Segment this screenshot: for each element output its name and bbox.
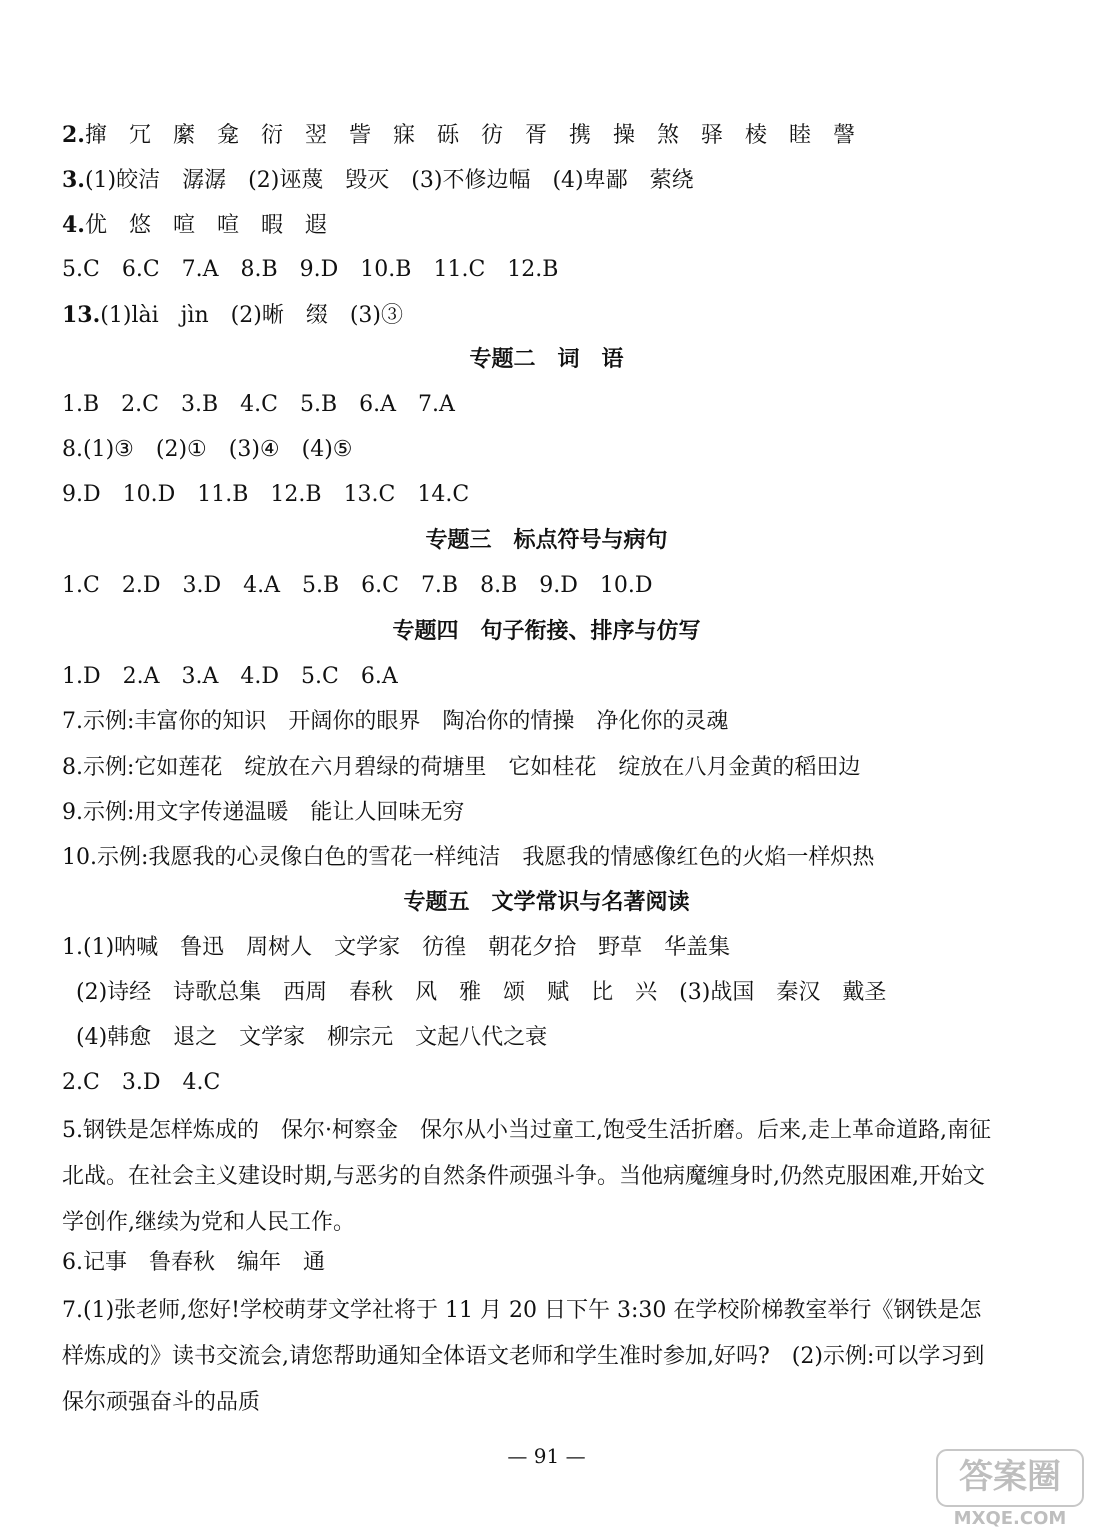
section2-line-1: 1.B 2.C 3.B 4.C 5.B 6.A 7.A	[62, 392, 455, 417]
section4-line-7: 7.示例:丰富你的知识 开阔你的眼界 陶冶你的情操 净化你的灵魂	[62, 709, 729, 734]
section5-line-1c: (4)韩愈 退之 文学家 柳宗元 文起八代之衰	[76, 1025, 548, 1050]
watermark-url: MXQE.COM	[953, 1508, 1067, 1529]
answer-line-5: 5.C 6.C 7.A 8.B 9.D 10.B 11.C 12.B	[62, 257, 559, 282]
section5-line-2: 2.C 3.D 4.C	[62, 1070, 221, 1095]
section4-line-9: 9.示例:用文字传递温暖 能让人回味无穷	[62, 800, 465, 825]
section2-line-8: 8.(1)③ (2)① (3)④ (4)⑤	[62, 437, 353, 462]
section5-line-1a: 1.(1)呐喊 鲁迅 周树人 文学家 彷徨 朝花夕拾 野草 华盖集	[62, 935, 731, 960]
answer-line-4: 4.优 悠 喧 喧 暇 遐	[62, 212, 327, 238]
section5-line-1b: (2)诗经 诗歌总集 西周 春秋 风 雅 颂 赋 比 兴 (3)战国 秦汉 戴圣	[76, 980, 887, 1005]
section4-line-8: 8.示例:它如莲花 绽放在六月碧绿的荷塘里 它如桂花 绽放在八月金黄的稻田边	[62, 755, 861, 780]
section-heading-4: 专题四 句子衔接、排序与仿写	[392, 619, 701, 644]
section5-line-7: 7.(1)张老师,您好!学校萌芽文学社将于 11 月 20 日下午 3:30 在学校阶梯教室举行《钢铁是怎样炼成的》读书交流会,请您帮助通知全体语文老师和学生准时参加,好吗? (2)示例:可以学习到保尔顽强奋斗的品质	[62, 1298, 985, 1415]
section-heading-2: 专题二 词 语	[469, 347, 624, 372]
section-heading-3: 专题三 标点符号与病句	[425, 528, 668, 553]
section-heading-5: 专题五 文学常识与名著阅读	[403, 890, 690, 915]
section3-line-1: 1.C 2.D 3.D 4.A 5.B 6.C 7.B 8.B 9.D 10.D	[62, 573, 653, 598]
section4-line-1: 1.D 2.A 3.A 4.D 5.C 6.A	[62, 664, 398, 689]
watermark-text: 答案圈	[959, 1457, 1061, 1497]
watermark-logo	[935, 1446, 1085, 1530]
answer-line-13: 13.(1)lài jìn (2)晰 缀 (3)③	[62, 302, 403, 328]
section4-line-10: 10.示例:我愿我的心灵像白色的雪花一样纯洁 我愿我的情感像红色的火焰一样炽热	[62, 845, 875, 870]
section5-line-6: 6.记事 鲁春秋 编年 通	[62, 1250, 325, 1275]
answer-line-3: 3.(1)皎洁 潺潺 (2)诬蔑 毁灭 (3)不修边幅 (4)卑鄙 萦绕	[62, 167, 694, 193]
section5-line-5: 5.钢铁是怎样炼成的 保尔·柯察金 保尔从小当过童工,饱受生活折磨。后来,走上革命道路,南征北战。在社会主义建设时期,与恶劣的自然条件顽强斗争。当他病魔缠身时,仍然克服困难,开始文学创作,继续为党和人民工作。	[62, 1118, 991, 1235]
section2-line-9: 9.D 10.D 11.B 12.B 13.C 14.C	[62, 482, 470, 507]
page-number: — 91 —	[507, 1444, 586, 1468]
answer-line-2: 2.撺 冗 縻 龛 衍 翌 訾 寐 砾 彷 胥 携 操 煞 驿 棱 睦 謦	[62, 122, 855, 148]
